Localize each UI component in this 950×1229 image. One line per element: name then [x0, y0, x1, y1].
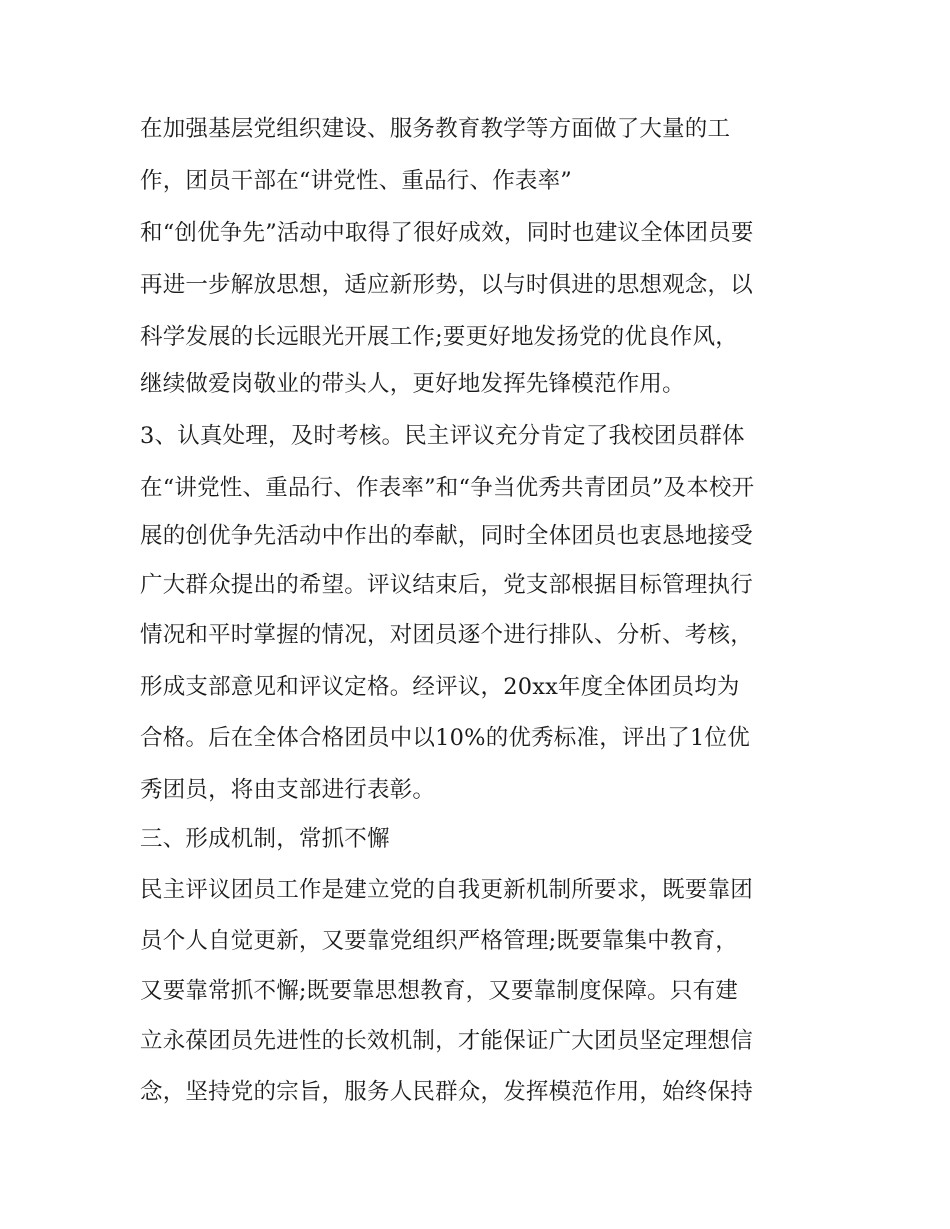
- text-line: 在加强基层党组织建设、服务教育教学等方面做了大量的工: [140, 116, 731, 142]
- section-heading: 三、形成机制，常抓不懈: [140, 826, 390, 852]
- text-line: 民主评议团员工作是建立党的自我更新机制所要求，既要靠团: [140, 877, 753, 903]
- text-line: 作，团员干部在“讲党性、重品行、作表率”: [140, 168, 573, 194]
- text-line: 展的创优争先活动中作出的奉献，同时全体团员也衷恳地接受: [140, 523, 753, 549]
- text-line: 3、认真处理，及时考核。民主评议充分肯定了我校团员群体: [140, 423, 745, 449]
- text-line: 念，坚持党的宗旨，服务人民群众，发挥模范作用，始终保持: [140, 1079, 753, 1105]
- text-line: 科学发展的长远眼光开展工作;要更好地发扬党的优良作风，: [140, 324, 738, 350]
- text-line: 继续做爱岗敬业的带头人，更好地发挥先锋模范作用。: [140, 371, 685, 397]
- text-line: 情况和平时掌握的情况，对团员逐个进行排队、分析、考核，: [140, 622, 753, 648]
- text-line: 立永葆团员先进性的长效机制，才能保证广大团员坚定理想信: [140, 1028, 753, 1054]
- text-line: 又要靠常抓不懈;既要靠思想教育，又要靠制度保障。只有建: [140, 978, 738, 1004]
- text-line: 在“讲党性、重品行、作表率”和“争当优秀共青团员”及本校开: [140, 475, 755, 501]
- text-line: 再进一步解放思想，适应新形势，以与时俱进的思想观念，以: [140, 272, 753, 298]
- text-line: 合格。后在全体合格团员中以10%的优秀标准，评出了1位优: [140, 725, 750, 751]
- text-line: 员个人自觉更新，又要靠党组织严格管理;既要靠集中教育，: [140, 928, 738, 954]
- text-line: 广大群众提出的希望。评议结束后，党支部根据目标管理执行: [140, 572, 753, 598]
- text-line: 和“创优争先”活动中取得了很好成效，同时也建议全体团员要: [140, 220, 754, 246]
- text-line: 形成支部意见和评议定格。经评议，20xx年度全体团员均为: [140, 674, 740, 700]
- text-line: 秀团员，将由支部进行表彰。: [140, 777, 436, 803]
